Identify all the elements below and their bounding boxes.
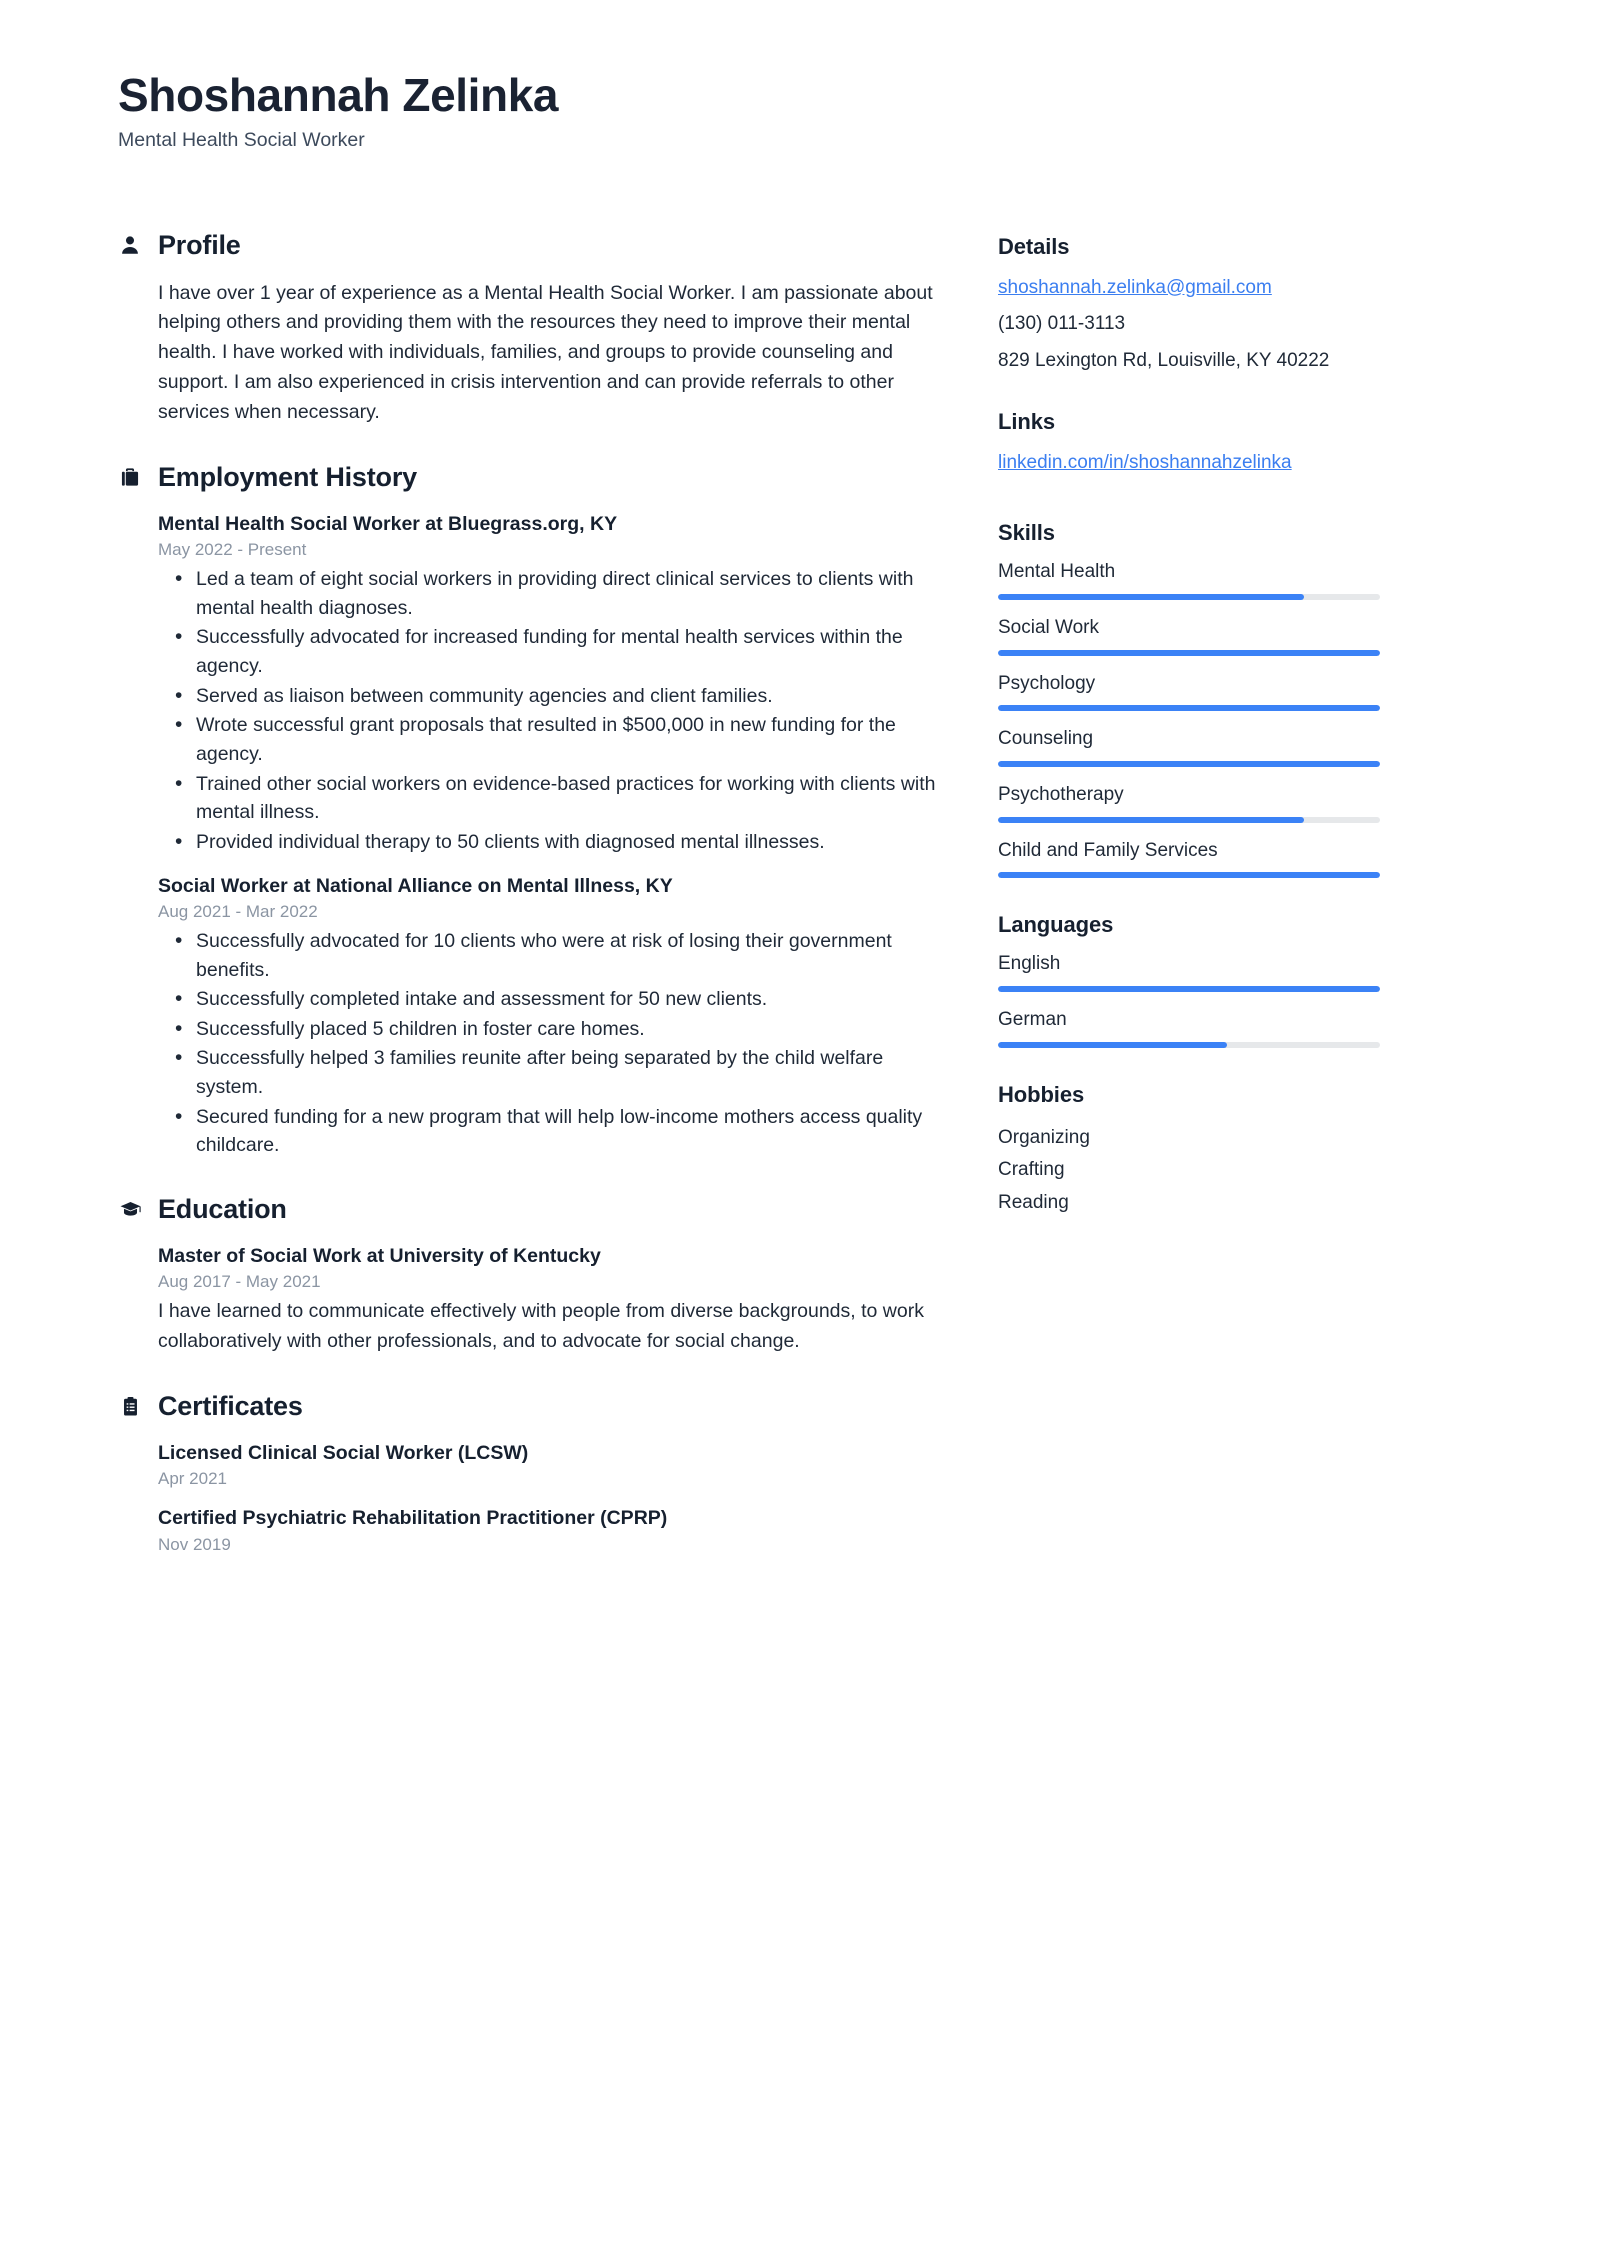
language-meter-track: [998, 1042, 1380, 1048]
address-text: 829 Lexington Rd, Louisville, KY 40222: [998, 350, 1330, 372]
certificate-entry: [158, 1505, 938, 1554]
skill-meter-fill: [998, 650, 1380, 656]
hobby-item: Organizing: [998, 1126, 1090, 1148]
skill-label: Psychotherapy: [998, 783, 1124, 805]
language-meter-fill: [998, 1042, 1227, 1048]
sidebar-block-details: [998, 234, 1380, 376]
language-row: [998, 952, 1380, 992]
skill-label: Child and Family Services: [998, 839, 1218, 861]
skill-meter-track: [998, 872, 1380, 878]
skill-meter-fill: [998, 594, 1304, 600]
sidebar-block-links: [998, 409, 1380, 486]
skill-meter-fill: [998, 705, 1380, 711]
page-title: Shoshannah Zelinka: [118, 69, 559, 121]
entry-date: Nov 2019: [158, 1534, 231, 1554]
list-item: • Wrote successful grant proposals that resulted in $500,000 in new funding for the agency.: [158, 711, 938, 768]
entry-title: Licensed Clinical Social Worker (LCSW): [158, 1442, 529, 1465]
skill-meter-track: [998, 650, 1380, 656]
clipboard-icon: [118, 1395, 142, 1419]
list-item: • Provided individual therapy to 50 clients with diagnosed mental illnesses.: [158, 828, 938, 857]
list-item: • Successfully advocated for 10 clients who were at risk of losing their government benefits.: [158, 927, 938, 984]
certificate-entry: [158, 1440, 938, 1489]
language-label: English: [998, 953, 1061, 975]
section-header-employment: [118, 462, 938, 493]
skill-meter-fill: [998, 872, 1380, 878]
list-item: • Successfully helped 3 families reunite after being separated by the child welfare system.: [158, 1044, 938, 1101]
section-header-certificates: [118, 1391, 938, 1422]
section-header-profile: [118, 230, 938, 261]
section-education: [118, 1194, 938, 1357]
section-body-certificates: [118, 1440, 938, 1555]
sidebar-title-languages: Languages: [998, 912, 1114, 938]
skill-row: [998, 727, 1380, 767]
sidebar-title-details: Details: [998, 233, 1070, 259]
sidebar: [998, 230, 1380, 1254]
hobby-item: Reading: [998, 1192, 1069, 1214]
hobby-item: Crafting: [998, 1159, 1065, 1181]
briefcase-icon: [118, 465, 142, 489]
language-row: [998, 1008, 1380, 1048]
sidebar-title-links: Links: [998, 409, 1055, 435]
list-item: • Served as liaison between community agencies and client families.: [158, 682, 938, 711]
skill-row: [998, 560, 1380, 600]
entry-description: I have learned to communicate effectively with people from diverse backgrounds, to work collaboratively with other professionals, and to advocate for social change.: [158, 1300, 924, 1353]
entry-bullet-list: [158, 927, 938, 1160]
skill-meter-track: [998, 594, 1380, 600]
skill-label: Counseling: [998, 728, 1094, 750]
section-body-profile: [118, 279, 938, 428]
language-meter-track: [998, 986, 1380, 992]
skill-row: [998, 672, 1380, 712]
sidebar-title-hobbies: Hobbies: [998, 1081, 1085, 1107]
education-entry: [158, 1243, 938, 1357]
sidebar-block-skills: [998, 520, 1380, 878]
list-item: • Successfully completed intake and assessment for 50 new clients.: [158, 985, 938, 1014]
list-item: • Led a team of eight social workers in providing direct clinical services to clients with mental health diagnoses.: [158, 565, 938, 622]
entry-title: Social Worker at National Alliance on Mental Illness, KY: [158, 874, 673, 897]
section-certificates: [118, 1391, 938, 1555]
entry-date: Apr 2021: [158, 1469, 227, 1489]
language-meter-fill: [998, 986, 1380, 992]
section-header-education: [118, 1194, 938, 1225]
resume-columns: [118, 230, 1482, 1589]
entry-date: May 2022 - Present: [158, 539, 307, 559]
skill-meter-track: [998, 817, 1380, 823]
section-employment-history: [118, 462, 938, 1160]
entry-date: Aug 2021 - Mar 2022: [158, 901, 318, 921]
skill-label: Social Work: [998, 616, 1100, 638]
resume-header: [118, 70, 1482, 152]
phone-text: (130) 011-3113: [998, 313, 1126, 335]
list-item: • Successfully advocated for increased funding for mental health services within the agency.: [158, 623, 938, 680]
sidebar-block-languages: [998, 912, 1380, 1047]
section-body-employment: [118, 511, 938, 1160]
entry-bullet-list: [158, 565, 938, 857]
job-title: Mental Health Social Worker: [118, 128, 365, 151]
entry-date: Aug 2017 - May 2021: [158, 1272, 321, 1292]
sidebar-title-skills: Skills: [998, 520, 1055, 546]
skill-label: Mental Health: [998, 561, 1116, 583]
list-item: • Trained other social workers on evidence-based practices for working with clients with mental illness.: [158, 770, 938, 827]
skill-row: [998, 839, 1380, 879]
person-icon: [118, 233, 142, 257]
list-item: • Secured funding for a new program that will help low-income mothers access quality childcare.: [158, 1103, 938, 1160]
section-title-employment: Employment History: [158, 461, 417, 492]
linkedin-link[interactable]: linkedin.com/in/shoshannahzelinka: [998, 452, 1292, 474]
list-item: • Successfully placed 5 children in foster care homes.: [158, 1015, 938, 1044]
skill-meter-track: [998, 705, 1380, 711]
skill-meter-fill: [998, 761, 1380, 767]
section-title-education: Education: [158, 1194, 287, 1225]
skill-row: [998, 616, 1380, 656]
employment-entry: [158, 511, 938, 857]
sidebar-block-hobbies: [998, 1082, 1380, 1220]
entry-title: Certified Psychiatric Rehabilitation Practitioner (CPRP): [158, 1507, 668, 1530]
profile-text: I have over 1 year of experience as a Mental Health Social Worker. I am passionate about helping others and providing them with the resources they need to improve their mental health. I have worked with individuals, families, and groups to provide counseling and support. I am also experienced in crisis intervention and can provide referrals to other services when necessary.: [158, 281, 933, 423]
graduation-cap-icon: [118, 1198, 142, 1222]
skill-row: [998, 783, 1380, 823]
skill-label: Psychology: [998, 672, 1096, 694]
section-title-profile: Profile: [158, 229, 241, 260]
skill-meter-fill: [998, 817, 1304, 823]
section-title-certificates: Certificates: [158, 1391, 303, 1422]
language-label: German: [998, 1009, 1067, 1031]
main-column: [118, 230, 998, 1589]
employment-entry: [158, 873, 938, 1161]
entry-title: Mental Health Social Worker at Bluegrass.org, KY: [158, 512, 618, 535]
section-body-education: [118, 1243, 938, 1357]
entry-title: Master of Social Work at University of Kentucky: [158, 1245, 601, 1268]
email-link[interactable]: shoshannah.zelinka@gmail.com: [998, 276, 1272, 298]
skill-meter-track: [998, 761, 1380, 767]
section-profile: [118, 230, 938, 428]
